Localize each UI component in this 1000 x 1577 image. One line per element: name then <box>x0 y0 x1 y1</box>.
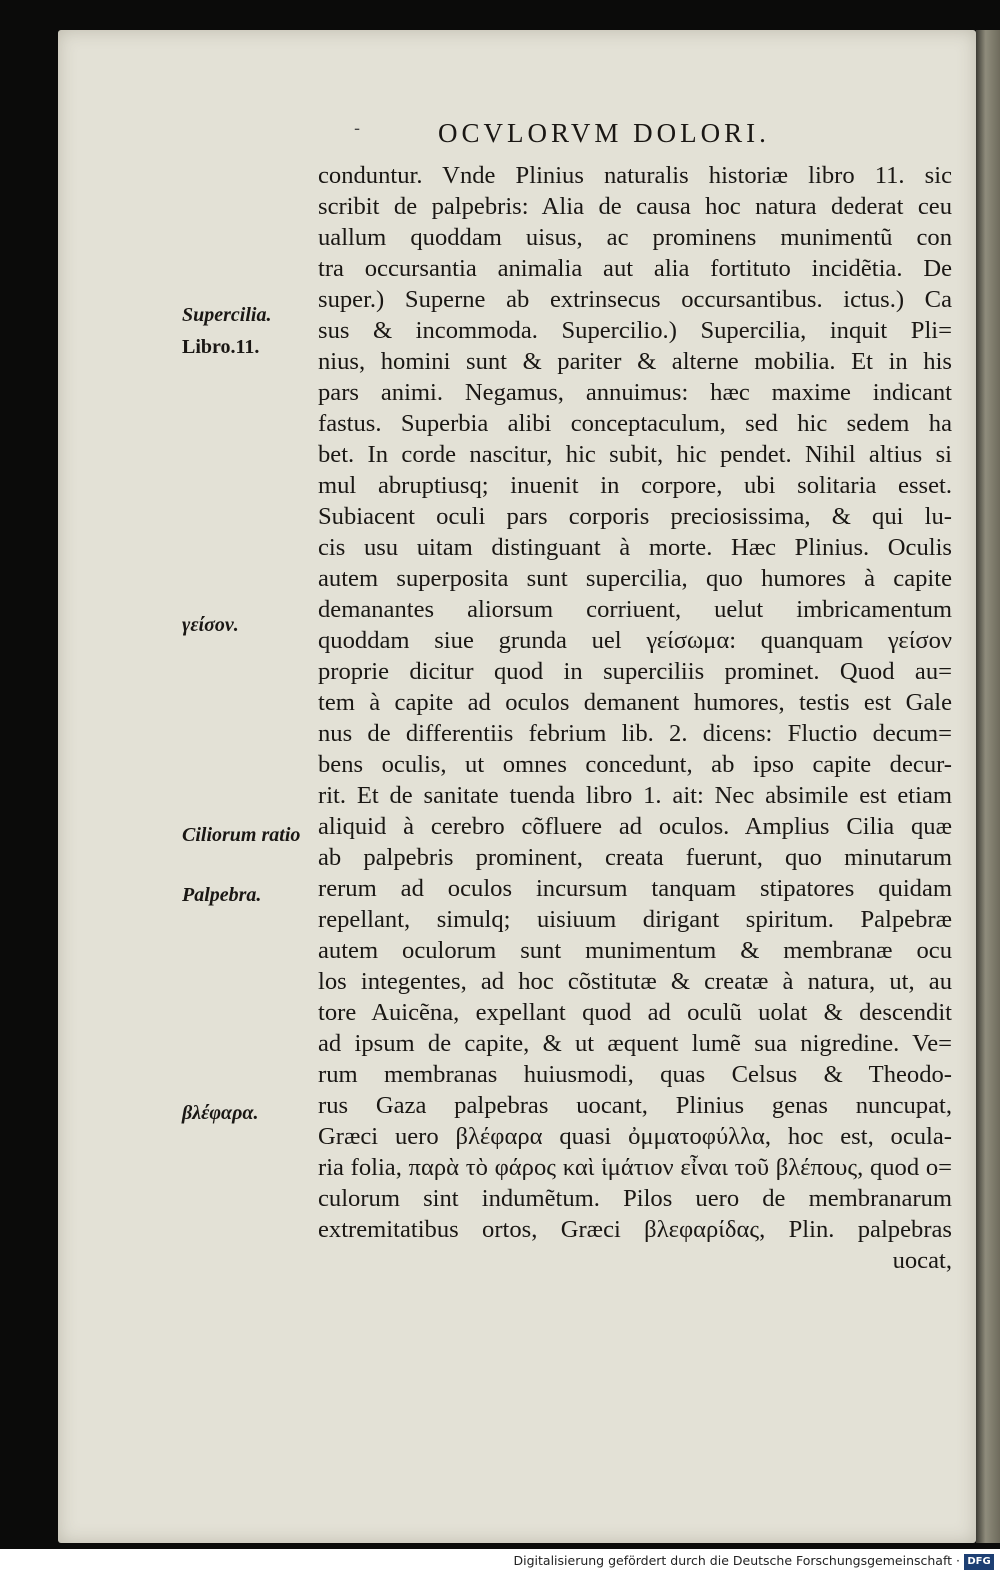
text-line: quoddam siue grunda uel γείσωμα: quanquam γείσον <box>318 627 952 654</box>
margin-note-supercilia: Supercilia. <box>182 304 272 326</box>
text-line: super.) Superne ab extrinsecus occursantibus. ictus.) Ca <box>318 286 952 313</box>
header-mark: - <box>354 118 361 139</box>
running-title: OCVLORVM DOLORI. <box>438 118 770 148</box>
text-line: scribit de palpebris: Alia de causa hoc natura dederat ceu <box>318 193 952 220</box>
text-line: bens oculis, ut omnes concedunt, ab ipso capite decur- <box>318 751 952 778</box>
text-line: sus & incommoda. Supercilio.) Supercilia, inquit Pli= <box>318 317 952 344</box>
text-line: nus de differentiis febrium lib. 2. dicens: Fluctio decum= <box>318 720 952 747</box>
text-line: uallum quoddam uisus, ac prominens munimentũ con <box>318 224 952 251</box>
text-line: ria folia, παρὰ τὸ φάρος καὶ ἱμάτιον εἶναι τοῦ βλέπους, quod o= <box>318 1154 952 1181</box>
text-line: culorum sint indumẽtum. Pilos uero de membranarum <box>318 1185 952 1212</box>
text-line: extremitatibus ortos, Græci βλεφαρίδας, Plin. palpebras <box>318 1216 952 1243</box>
margin-note-palpebra: Palpebra. <box>182 884 262 906</box>
text-line: pars animi. Negamus, annuimus: hæc maxime indicant <box>318 379 952 406</box>
text-line: rit. Et de sanitate tuenda libro 1. ait: Nec absimile est etiam <box>318 782 952 809</box>
margin-note-geison: γείσον. <box>182 614 239 636</box>
text-line: Græci uero βλέφαρα quasi ὀμματοφύλλα, hoc est, ocula- <box>318 1123 952 1150</box>
text-line: repellant, simulq; uisiuum dirigant spiritum. Palpebræ <box>318 906 952 933</box>
text-line: Subiacent oculi pars corporis preciosissima, & qui lu- <box>318 503 952 530</box>
margin-note-blephara: βλέφαρα. <box>182 1102 259 1124</box>
text-line: ab palpebris prominent, creata fuerunt, quo minutarum <box>318 844 952 871</box>
funding-credit: Digitalisierung gefördert durch die Deutsche Forschungsgemeinschaft · <box>513 1553 960 1568</box>
text-line: nius, homini sunt & pariter & alterne mobilia. Et in his <box>318 348 952 375</box>
dfg-logo: DFG <box>964 1554 994 1570</box>
text-line: rus Gaza palpebras uocant, Plinius genas nuncupat, <box>318 1092 952 1119</box>
text-line: uocat, <box>892 1247 952 1274</box>
text-line: fastus. Superbia alibi conceptaculum, sed hic sedem ha <box>318 410 952 437</box>
footer-bar <box>0 1549 1000 1577</box>
margin-note-libro: Libro.11. <box>182 336 260 358</box>
text-line: autem superposita sunt supercilia, quo humores à capite <box>318 565 952 592</box>
text-line: tra occursantia animalia aut alia fortituto incidẽtia. De <box>318 255 952 282</box>
text-line: demanantes aliorsum corriuent, uelut imbricamentum <box>318 596 952 623</box>
text-line: tore Auicẽna, expellant quod ad oculũ uolat & descendit <box>318 999 952 1026</box>
text-line: ad ipsum de capite, & ut æquent lumẽ sua nigredine. Ve= <box>318 1030 952 1057</box>
text-line: tem à capite ad oculos demanent humores, testis est Gale <box>318 689 952 716</box>
text-line: rerum ad oculos incursum tanquam stipatores quidam <box>318 875 952 902</box>
text-line: conduntur. Vnde Plinius naturalis historiæ libro 11. sic <box>318 162 952 189</box>
text-line: rum membranas huiusmodi, quas Celsus & Theodo- <box>318 1061 952 1088</box>
text-line: autem oculorum sunt munimentum & membranæ ocu <box>318 937 952 964</box>
text-line: bet. In corde nascitur, hic subit, hic pendet. Nihil altius si <box>318 441 952 468</box>
text-line: los integentes, ad hoc cõstitutæ & creatæ à natura, ut, au <box>318 968 952 995</box>
text-line: aliquid à cerebro cõfluere ad oculos. Amplius Cilia quæ <box>318 813 952 840</box>
text-line: mul abruptiusq; inuenit in corpore, ubi solitaria esset. <box>318 472 952 499</box>
text-line: proprie dicitur quod in superciliis prominet. Quod au= <box>318 658 952 685</box>
text-line: cis usu uitam distinguant à morte. Hæc Plinius. Oculis <box>318 534 952 561</box>
page-edge-strip <box>976 30 1000 1543</box>
margin-note-ciliorum-ratio: Ciliorum ratio <box>182 824 301 846</box>
